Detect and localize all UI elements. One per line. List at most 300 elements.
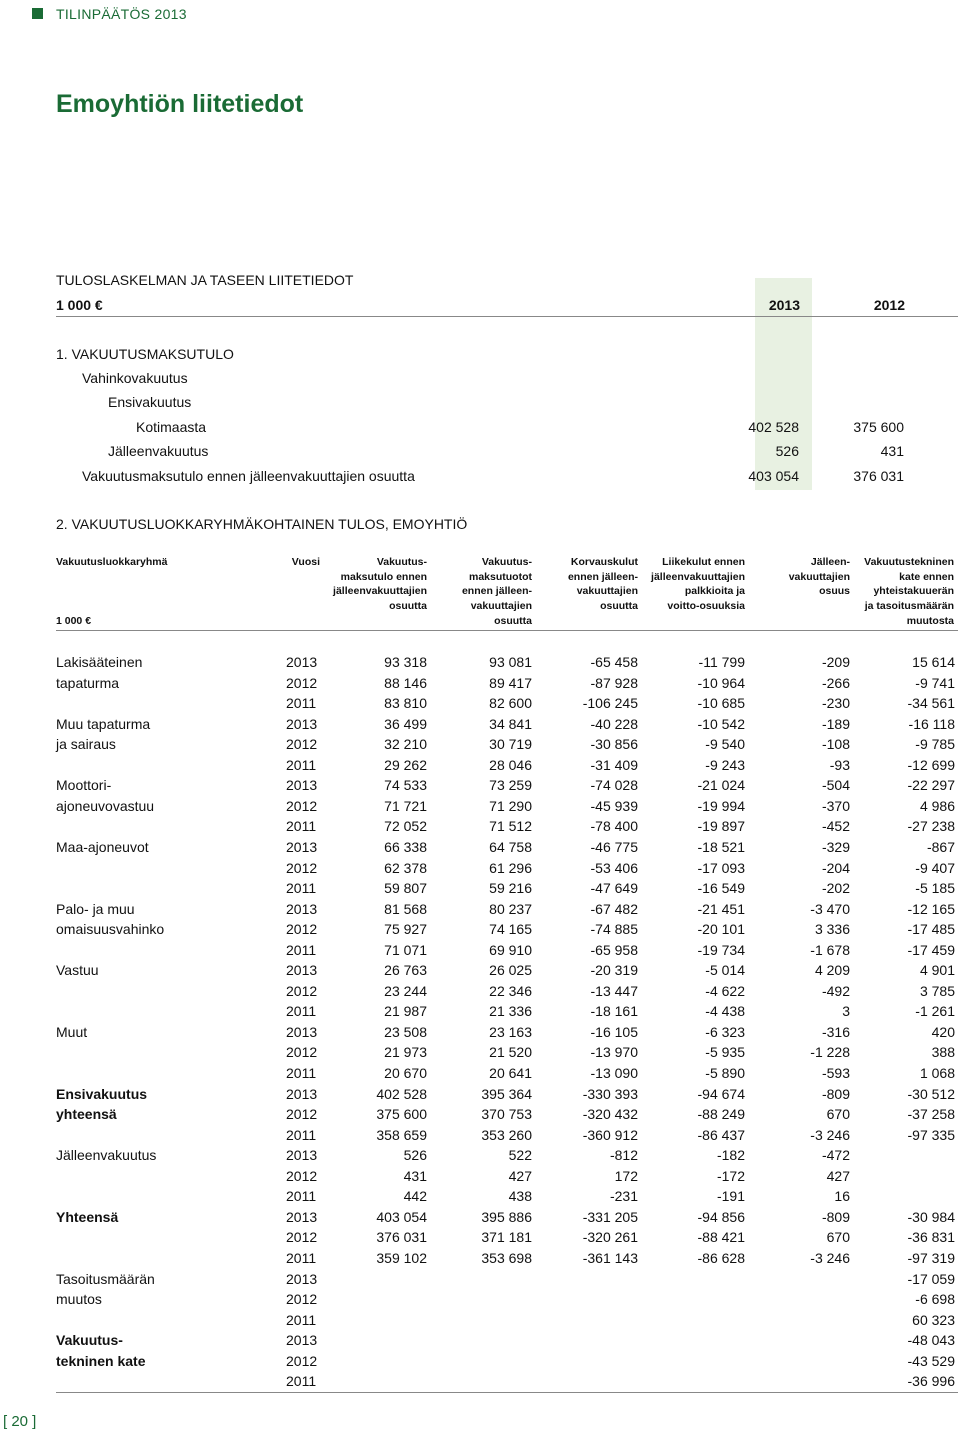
row-value: -74 028 [590,777,638,794]
row-value: -13 090 [590,1065,638,1081]
row-value: -78 400 [590,818,638,835]
row-value: 353 698 [481,1249,532,1266]
row-value: -36 996 [907,1373,955,1390]
row-value: -5 014 [705,962,745,979]
row-value: -88 421 [697,1229,745,1246]
row-value: -10 964 [697,674,745,691]
row-value: -18 161 [590,1003,638,1020]
row-year: 2011 [286,1249,317,1266]
row-value: -37 258 [907,1106,955,1123]
row-value: -331 205 [582,1208,638,1225]
row-value: 402 528 [376,1085,427,1102]
row-value: -30 984 [907,1208,955,1225]
row-year: 2012 [286,1229,318,1246]
row-value: -3 470 [810,900,850,917]
row-value: -191 [716,1188,745,1205]
row-value: -53 406 [590,859,638,876]
row-value: -21 024 [697,777,745,794]
row-value: 74 533 [384,777,427,794]
row-value: 172 [614,1167,638,1184]
row-value: -809 [821,1085,850,1102]
row-value: -45 939 [590,797,638,814]
row-label: tekninen kate [56,1352,146,1369]
row-value: -10 685 [697,695,745,712]
row-value: -9 243 [705,756,745,773]
row-year: 2011 [286,1311,317,1328]
table1-value-2012: 376 031 [853,468,904,484]
row-value: 59 807 [384,880,427,897]
table-row [56,1271,956,1292]
col-header-text: Vuosi [291,556,320,568]
col-header-technical-result [840,555,954,629]
row-value: -20 319 [590,962,638,979]
row-value: -320 261 [582,1229,638,1246]
table-row [56,1003,956,1024]
table-row [56,1332,956,1353]
page-title: Emoyhtiön liitetiedot [56,90,304,118]
row-value: 71 721 [384,797,427,814]
row-value: -204 [821,859,850,876]
row-value: 83 810 [384,695,427,712]
table-row [56,1168,956,1189]
row-year: 2013 [286,962,318,979]
row-value: 420 [931,1023,955,1040]
table-row [56,1353,956,1374]
col-header-class-group [56,555,167,570]
row-value: -31 409 [590,756,638,773]
row-value: 60 323 [912,1311,955,1328]
row-value: 431 [403,1167,427,1184]
table-row [56,675,956,696]
table-row [56,1312,956,1333]
row-label: ajoneuvovastuu [56,797,155,814]
row-value: 4 209 [814,962,850,979]
row-value: -1 228 [810,1044,850,1061]
row-year: 2013 [286,654,318,670]
row-value: -230 [821,695,850,712]
table1-value-2013: 402 528 [748,419,799,435]
row-value: -593 [821,1065,850,1081]
row-value: -87 928 [590,674,638,691]
row-value: -1 261 [915,1003,955,1020]
row-label: Vakuutus- [56,1332,123,1349]
row-value: -30 856 [590,736,638,753]
row-value: -182 [716,1147,745,1164]
row-value: -12 165 [907,900,955,917]
row-year: 2012 [286,921,318,938]
row-value: 75 927 [384,921,427,938]
row-year: 2012 [286,982,318,999]
table1-row [56,443,906,463]
row-value: -812 [609,1147,638,1164]
row-value: 81 568 [384,900,427,917]
row-value: 395 364 [481,1085,532,1102]
table-row [56,736,956,757]
row-label: Maa-ajoneuvot [56,838,149,855]
row-value: 353 260 [481,1126,532,1143]
row-value: -17 093 [697,859,745,876]
row-value: -329 [821,838,850,855]
row-value: 23 508 [384,1023,427,1040]
row-value: 88 146 [384,674,427,691]
row-value: 36 499 [384,715,427,732]
row-label: Ensivakuutus [56,1085,148,1102]
row-value: 427 [826,1167,850,1184]
col-header-text: Vakuutusluokkaryhmä [56,556,168,568]
row-value: 28 046 [489,756,532,773]
row-value: -27 238 [907,818,955,835]
row-value: -867 [926,838,955,855]
row-value: -504 [821,777,850,794]
row-value: 93 081 [489,654,532,670]
table-row [56,839,956,860]
page-number: [ 20 ] [3,1413,37,1430]
table-row [56,1373,956,1394]
table-row [56,1147,956,1168]
row-value: -5 935 [705,1044,745,1061]
table1-row [56,394,906,414]
row-value: -1 678 [810,941,850,958]
row-value: -46 775 [590,838,638,855]
row-label: Muut [56,1023,88,1040]
table1-title: 1. VAKUUTUSMAKSUTULO [56,346,234,362]
table-row [56,757,956,778]
row-year: 2012 [286,674,318,691]
row-value: -19 994 [697,797,745,814]
row-value: -94 674 [697,1085,745,1102]
row-value: 371 181 [481,1229,532,1246]
row-value: -67 482 [590,900,638,917]
row-value: -6 323 [705,1023,745,1040]
row-label: ja sairaus [56,736,116,753]
table-row [56,1024,956,1045]
row-value: 71 071 [384,941,427,958]
row-value: -43 529 [907,1352,955,1369]
table1-row-label: Jälleenvakuutus [108,443,209,459]
col-header-operating-expenses [620,555,745,614]
row-value: -452 [821,818,850,835]
row-label: Jälleenvakuutus [56,1147,157,1164]
table-row [56,880,956,901]
table1-value-2013: 526 [775,443,799,459]
col-header-text: Jälleen- vakuuttajien osuus [788,556,850,598]
row-value: -88 249 [697,1106,745,1123]
row-value: -16 549 [697,880,745,897]
table2-title: 2. VAKUUTUSLUOKKARYHMÄKOHTAINEN TULOS, EMOYHTIÖ [56,516,468,532]
row-value: -34 561 [907,695,955,712]
row-value: 64 758 [489,838,532,855]
row-value: 522 [508,1147,532,1164]
row-year: 2012 [286,736,318,753]
table-row [56,942,956,963]
table-row [56,695,956,716]
table-row [56,798,956,819]
row-label: Muu tapaturma [56,715,151,732]
table-row [56,1250,956,1271]
row-value: -189 [821,715,850,732]
section-header: TULOSLASKELMAN JA TASEEN LIITETIEDOT [56,272,354,288]
row-year: 2013 [286,1085,318,1102]
table-row [56,716,956,737]
row-value: 670 [826,1229,850,1246]
row-value: 61 296 [489,859,532,876]
row-value: -108 [821,736,850,753]
row-value: 74 165 [489,921,532,938]
unit-label: 1 000 € [56,297,103,313]
row-value: -93 [829,756,850,773]
table-row [56,1044,956,1065]
row-year: 2013 [286,1208,318,1225]
row-value: 4 986 [919,797,955,814]
row-year: 2013 [286,1147,318,1164]
row-value: 22 346 [489,982,532,999]
row-value: -360 912 [582,1126,638,1143]
table-row [56,654,956,675]
year-2012-header: 2012 [873,297,905,313]
row-value: 82 600 [489,695,532,712]
row-value: -17 459 [907,941,955,958]
table-row [56,1127,956,1148]
row-year: 2012 [286,1291,318,1308]
row-label: yhteensä [56,1106,117,1123]
table-row [56,1106,956,1127]
col-header-text: Vakuutus- maksutuotot ennen jälleen- vakuuttajien osuutta [461,556,532,627]
row-year: 2012 [286,797,318,814]
row-label: Moottori- [56,777,112,794]
row-value: -36 831 [907,1229,955,1246]
row-value: -97 319 [907,1249,955,1266]
row-value: -86 628 [697,1249,745,1266]
col-header-premium-earned [420,555,532,629]
row-value: 71 290 [489,797,532,814]
table1-row [56,370,906,390]
row-value: 62 378 [384,859,427,876]
row-label: muutos [56,1291,102,1308]
row-value: 21 987 [384,1003,427,1020]
row-label: Yhteensä [56,1208,119,1225]
row-year: 2011 [286,695,317,712]
row-value: -11 799 [698,654,745,670]
row-value: 71 512 [489,818,532,835]
row-value: 80 237 [489,900,532,917]
row-value: -97 335 [907,1126,955,1143]
table1-row-label: Vahinkovakuutus [82,370,188,386]
row-value: 26 025 [489,962,532,979]
row-value: -47 649 [590,880,638,897]
table-row [56,983,956,1004]
table-row [56,962,956,983]
row-value: -19 897 [697,818,745,835]
row-value: 438 [508,1188,532,1205]
table-row [56,860,956,881]
row-value: -21 451 [697,900,745,917]
row-year: 2011 [286,1188,317,1205]
row-value: -18 521 [697,838,745,855]
row-label: tapaturma [56,674,120,691]
row-value: 15 614 [912,654,955,670]
table-row [56,777,956,798]
row-value: -9 407 [915,859,955,876]
header-label: TILINPÄÄTÖS 2013 [56,6,187,22]
row-value: -4 622 [705,982,745,999]
row-value: 32 210 [384,736,427,753]
row-label: Tasoitusmäärän [56,1270,155,1287]
row-value: 73 259 [489,777,532,794]
row-year: 2011 [286,1373,317,1390]
row-value: -330 393 [582,1085,638,1102]
row-year: 2013 [286,777,318,794]
row-value: -48 043 [907,1332,955,1349]
row-value: -17 485 [907,921,955,938]
table2-unit: 1 000 € [56,615,92,627]
table1-row [56,468,906,488]
row-label: Vastuu [56,962,99,979]
col-header-reinsurer-share [760,555,850,599]
table-row [56,1291,956,1312]
row-year: 2011 [286,756,317,773]
row-year: 2013 [286,1270,318,1287]
row-value: -472 [821,1147,850,1164]
row-year: 2012 [286,1044,318,1061]
table2-header-rule [56,630,958,631]
header-square-icon [32,8,43,19]
row-value: 26 763 [384,962,427,979]
row-value: -3 246 [810,1249,850,1266]
row-value: -5 185 [915,880,955,897]
row-value: -16 105 [590,1023,638,1040]
row-value: 1 068 [919,1065,955,1081]
row-value: 4 901 [919,962,955,979]
row-value: -320 432 [582,1106,638,1123]
row-value: -370 [821,797,850,814]
table1-row-label: Ensivakuutus [108,394,192,410]
row-value: -209 [821,654,850,670]
row-value: 69 910 [489,941,532,958]
table-row [56,921,956,942]
row-value: -13 970 [590,1044,638,1061]
row-year: 2011 [286,1126,317,1143]
row-value: 375 600 [376,1106,427,1123]
row-year: 2013 [286,838,318,855]
row-year: 2013 [286,900,318,917]
row-year: 2011 [286,941,317,958]
row-value: 59 216 [489,880,532,897]
row-value: -10 542 [697,715,745,732]
row-value: -4 438 [705,1003,745,1020]
row-value: -74 885 [590,921,638,938]
row-year: 2012 [286,859,318,876]
row-value: -9 741 [915,674,955,691]
table1-row-label: Kotimaasta [136,419,207,435]
row-year: 2011 [286,818,317,835]
row-value: 66 338 [384,838,427,855]
header-rule [56,316,958,317]
row-year: 2013 [286,715,318,732]
row-value: 3 [842,1003,850,1020]
table-row [56,1188,956,1209]
row-value: -40 228 [590,715,638,732]
row-value: -809 [821,1208,850,1225]
table2-bottom-rule [56,1392,958,1393]
row-value: 93 318 [384,654,427,670]
table-row [56,901,956,922]
row-value: 23 163 [489,1023,532,1040]
row-value: -20 101 [697,921,745,938]
row-value: -266 [821,674,850,691]
table1-row [56,419,906,439]
row-year: 2011 [286,880,317,897]
row-value: 370 753 [481,1106,532,1123]
row-value: -9 785 [915,736,955,753]
row-value: -9 540 [705,736,745,753]
row-value: 21 520 [489,1044,532,1061]
col-header-text: Vakuutustekninen kate ennen yhteistakuuerän ja tasoitusmäärän muutosta [864,556,954,627]
row-value: -94 856 [697,1208,745,1225]
row-value: -172 [716,1167,745,1184]
row-value: 21 336 [489,1003,532,1020]
row-value: 34 841 [489,715,532,732]
table-row [56,1209,956,1230]
row-value: -12 699 [907,756,955,773]
row-value: -30 512 [907,1085,955,1102]
row-value: 23 244 [384,982,427,999]
row-value: -13 447 [590,982,638,999]
row-value: -22 297 [907,777,955,794]
row-label: Lakisääteinen [56,654,143,670]
row-label: omaisuusvahinko [56,921,165,938]
row-value: -86 437 [697,1126,745,1143]
row-value: -6 698 [915,1291,955,1308]
row-value: 526 [403,1147,427,1164]
row-value: -316 [821,1023,850,1040]
row-value: 29 262 [384,756,427,773]
col-header-premium-written [300,555,427,614]
row-value: 427 [508,1167,532,1184]
row-value: -202 [821,880,850,897]
row-value: 358 659 [376,1126,427,1143]
row-value: 670 [826,1106,850,1123]
row-value: 72 052 [384,818,427,835]
row-year: 2011 [286,1065,317,1081]
row-year: 2012 [286,1106,318,1123]
row-year: 2012 [286,1352,318,1369]
year-2013-header: 2013 [768,297,800,313]
row-value: -5 890 [705,1065,745,1081]
table1-row-label: Vakuutusmaksutulo ennen jälleenvakuuttajien osuutta [82,468,415,484]
row-value: -231 [609,1188,638,1205]
row-value: 3 785 [919,982,955,999]
row-value: 89 417 [489,674,532,691]
row-value: 403 054 [376,1208,427,1225]
row-year: 2013 [286,1023,318,1040]
row-value: -3 246 [810,1126,850,1143]
row-value: 30 719 [489,736,532,753]
row-year: 2012 [286,1167,318,1184]
col-header-text: Liikekulut ennen jälleenvakuuttajien palkkioita ja voitto-osuuksia [651,556,745,613]
col-header-text: Korvauskulut ennen jälleen- vakuuttajien osuutta [567,556,638,613]
row-value: 442 [403,1188,427,1205]
row-value: -106 245 [582,695,638,712]
table-row [56,1086,956,1107]
row-value: -361 143 [582,1249,638,1266]
row-value: -65 958 [590,941,638,958]
table-row [56,818,956,839]
table1-value-2012: 431 [880,443,904,459]
row-value: 16 [834,1188,850,1205]
row-value: -17 059 [907,1270,955,1287]
row-value: 21 973 [384,1044,427,1061]
row-value: 359 102 [376,1249,427,1266]
